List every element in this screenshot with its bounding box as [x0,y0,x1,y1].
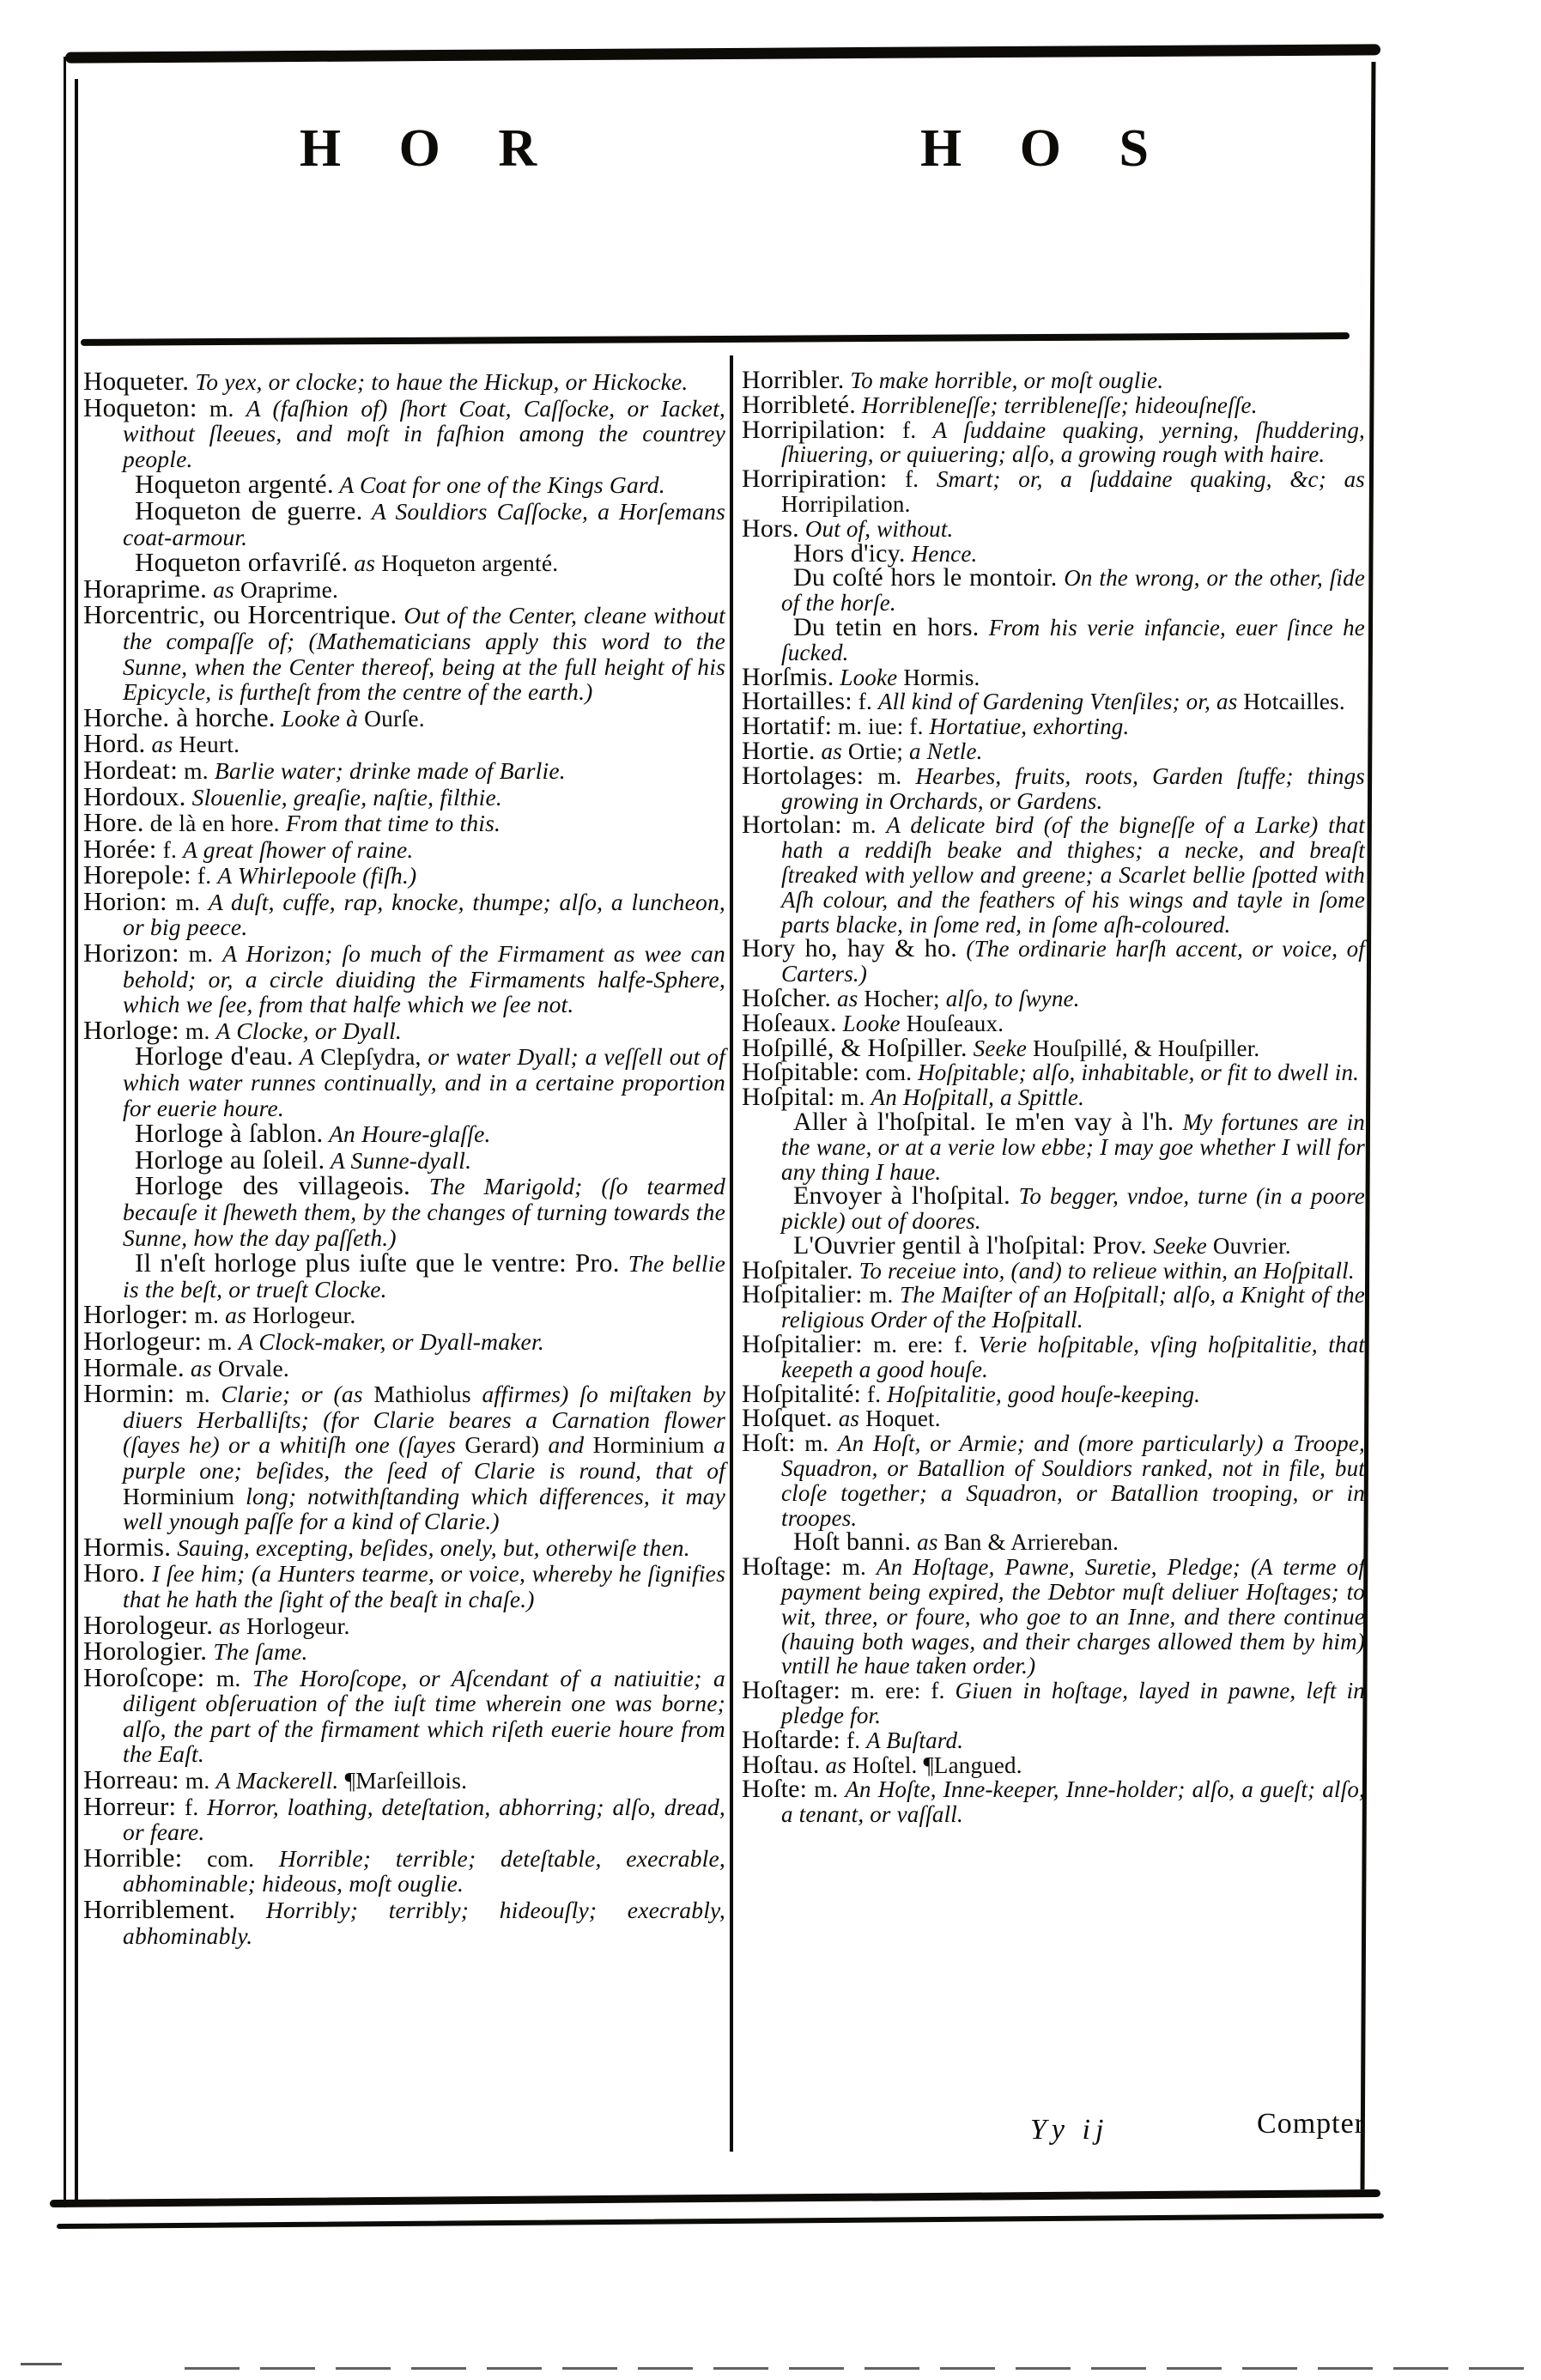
dictionary-subentry [83,1170,725,1251]
entry-headword: Horoſcope: [83,1661,205,1692]
entry-definition: as [348,549,382,577]
entry-headword: Hortolan: [742,811,842,840]
entry-roman-text: f. [887,466,937,493]
column-divider-rule [730,355,733,2152]
entry-headword: Hory ho, hay & ho. [742,934,957,963]
dictionary-entry [83,1557,725,1612]
entry-headword: Hortolages: [742,761,865,790]
entry-roman-text: Ouvrier. [1212,1232,1291,1259]
entry-headword: Horcentric, ou Horcentrique. [83,599,397,630]
entry-definition: My fortunes are in the wane, or at a verie low ebbe; I may goe whether I will for any thing I haue. [781,1108,1365,1185]
dictionary-entry [742,464,1365,517]
entry-definition: Hortatiue, exhorting. [929,713,1130,740]
entry-roman-text: f. [191,862,218,889]
dictionary-entry [83,1378,726,1535]
entry-roman-text: m. ere: f. [862,1332,979,1358]
entry-roman-text: Heurt. [179,731,240,758]
entry-roman-text: m. [204,1664,252,1691]
dictionary-entry [742,761,1365,814]
dictionary-subentry [742,538,1365,568]
dictionary-entry [83,859,725,890]
entry-headword: Horloger: [83,1299,189,1330]
entry-definition: Horrible; terrible; deteſtable, execrable, abhominable; hideous, moſt ouglie. [123,1844,725,1897]
entry-roman-text: Ourſe. [364,704,425,732]
entry-definition: The bellie is the beſt, or trueſt Clocke. [123,1250,725,1302]
dictionary-entry [742,1379,1365,1408]
dictionary-entry [83,1764,725,1795]
dictionary-subentry [742,1230,1365,1260]
entry-definition: Horribly; terribly; hideouſly; execrably, abhominably. [123,1897,725,1949]
entry-roman-text: Houſpillé, & Houſpiller. [1033,1035,1260,1061]
column-left [83,368,725,1948]
dictionary-entry [83,599,725,706]
entry-definition: A Souldiors Caſſocke, a Horſemans coat-armour. [123,497,726,550]
entry-headword: Hormis. [83,1531,172,1562]
entry-definition: An Hoſpitall, a Spittle. [871,1084,1085,1111]
entry-roman-text: com. [859,1059,919,1086]
entry-headword: Horloge à ſablon. [135,1118,324,1149]
entry-definition: To begger, vndoe, turne (in a poore pickle) out of doores. [781,1183,1365,1235]
entry-headword: Hors d'icy. [793,538,906,568]
entry-roman-text: Houſeaux. [906,1010,1004,1036]
dictionary-entry [742,689,1365,714]
entry-definition: A ſuddaine quaking, yerning, ſhuddering, ſhiuering, or quiuering; alſo, a growing rough with haire. [781,416,1365,468]
dictionary-entry [742,1330,1365,1382]
entry-headword: Hoſpillé, & Hoſpiller. [742,1033,968,1062]
entry-definition: A Buſtard. [866,1727,964,1753]
entry-roman-text: f. [840,1727,867,1753]
bleed-through-line [185,2367,1541,2370]
entry-headword: Horion: [83,885,167,916]
dictionary-entry [742,1033,1365,1062]
entry-headword: Hoſtage: [742,1552,832,1582]
entry-roman-text: Hoquet. [865,1406,941,1432]
entry-headword: Horreur: [83,1790,177,1821]
dictionary-entry [83,1790,725,1846]
entry-roman-text: Hormis. [903,664,980,690]
dictionary-subentry [83,495,726,550]
entry-roman-text: f. [861,1381,888,1407]
entry-definition: The Marigold; (ſo tearmed becauſe it ſheweth them, by the changes of turning towards the Sunne, how the day paſſeth.) [123,1173,725,1251]
entry-headword: Horlogeur: [83,1325,203,1356]
dictionary-subentry [742,1527,1365,1557]
entry-roman-text: m. [179,1767,216,1794]
entry-headword: Hoſpitalier: [742,1330,863,1359]
dictionary-entry [83,1014,725,1045]
entry-roman-text: ¶Marſeillois. [344,1767,468,1794]
dictionary-entry [742,662,1365,691]
entry-definition: as [213,1612,247,1639]
entry-definition: Slouenlie, greaſie, naſtie, filthie. [185,783,502,811]
entry-definition: On the wrong, or the other, ſide of the horſe. [781,565,1366,616]
entry-headword: Horreau: [83,1764,179,1795]
dictionary-entry [742,1406,1365,1431]
entry-definition: A duſt, cuffe, rap, knocke, thumpe; alſo, a luncheon, or big peece. [123,888,725,941]
entry-definition: Seeke [1153,1232,1213,1259]
entry-roman-text: Horminium [123,1482,235,1509]
entry-definition: as [831,985,865,1011]
entry-headword: Hoſpitalier: [742,1280,863,1309]
entry-headword: Horloge des villageois. [135,1170,410,1201]
entry-roman-text: Horlogeur. [246,1612,350,1639]
entry-headword: Hoqueton: [83,392,197,422]
dictionary-entry [742,1431,1365,1530]
entry-roman-text: m. [807,1776,846,1803]
entry-definition: as [832,1406,866,1432]
entry-definition: A Sunne-dyall. [325,1146,472,1174]
entry-roman-text: f. [176,1793,208,1820]
dictionary-subentry [83,1250,725,1302]
entry-definition: A Coat for one of the Kings Gard. [333,471,665,499]
dictionary-entry [83,1638,725,1665]
dictionary-entry [83,573,725,604]
page-border-top-rule [65,44,1380,63]
dictionary-entry [742,1777,1365,1827]
entry-roman-text: m. ere: f. [840,1678,956,1704]
header-divider-rule [81,332,1350,346]
entry-definition: From that time to this. [285,810,501,837]
entry-roman-text: m. [167,888,209,915]
dictionary-entry [742,1552,1365,1679]
dictionary-subentry [83,1043,725,1120]
entry-roman-text: Horripilation. [781,490,911,517]
dictionary-entry [742,390,1365,419]
dictionary-entry [83,392,725,472]
entry-headword: Hoſeaux. [742,1008,837,1037]
bleed-through-mark [21,2363,62,2365]
entry-definition: The Maiſter of an Hoſpitall; alſo, a Knight of the religious Order of the Hoſpitall. [781,1282,1365,1333]
entry-headword: Envoyer à l'hoſpital. [793,1181,1010,1211]
entry-definition: A [293,1043,321,1071]
entry-headword: Horologeur. [83,1609,214,1640]
entry-headword: Horloge au ſoleil. [135,1144,325,1175]
dictionary-entry [83,780,725,811]
entry-definition: Hoſpitalitie, good houſe-keeping. [887,1381,1201,1407]
dictionary-entry [742,1676,1365,1729]
entry-headword: Hoſtarde: [742,1725,841,1754]
entry-headword: Hore. [83,807,144,838]
entry-roman-text: Hoſtel. ¶Langued. [852,1752,1022,1778]
entry-roman-text: m. [834,1084,871,1111]
entry-definition: Seeke [967,1035,1034,1061]
entry-definition: Looke [836,1010,907,1036]
entry-definition: To yex, or clocke; to haue the Hickup, or Hickocke. [189,368,689,395]
dictionary-subentry [83,549,725,576]
entry-headword: Hortie. [742,736,816,765]
entry-headword: Hordeat: [83,754,179,785]
entry-definition: A Horizon; ſo much of the Firmament as wee can behold; or, a circle diuiding the Firmaments halfe-Sphere, which we ſee, from that halfe which we ſee not. [123,940,725,1018]
dictionary-entry [742,415,1365,468]
entry-definition: Hearbes, fruits, roots, Garden ſtuffe; things growing in Orchards, or Gardens. [781,762,1365,814]
dictionary-entry [742,1725,1365,1754]
entry-roman-text: m. [197,394,246,422]
dictionary-subentry [742,612,1365,665]
entry-definition: a purple one; beſides, the ſeed of Clarie is round, that of [123,1431,726,1484]
entry-definition: Barlie water; drinke made of Barlie. [214,756,566,784]
entry-definition: as [225,1302,253,1329]
entry-roman-text: Orvale. [217,1354,289,1381]
entry-definition: Giuen in hoſtage, layed in pawne, left in pledge for. [781,1678,1365,1729]
entry-headword: Hord. [83,728,146,759]
entry-definition: I ſee him; (a Hunters tearme, or voice, whereby he ſignifies that he hath the ſight of the beaſt in chaſe.) [123,1560,725,1612]
entry-definition: or water Dyall; a veſſell out of which water runnes continually, and in a certaine proportion for euerie houre. [123,1043,725,1121]
entry-definition: A Mackerell. [215,1767,345,1794]
entry-headword: Hoqueter. [83,366,190,396]
entry-headword: Horriblement. [83,1894,236,1925]
entry-definition: a Netle. [903,738,983,764]
entry-definition: Sauing, excepting, beſides, onely, but, otherwiſe then. [171,1533,690,1561]
entry-definition: The Horoſcope, or Aſcendant of a natiuitie; a diligent obſeruation of the iuſt time wherein one was borne; alſo, the part of the firmament which riſeth euerie houre from the Eaſt. [123,1664,725,1768]
entry-headword: Horribler. [742,366,845,394]
entry-headword: Hoſt banni. [793,1527,912,1557]
entry-headword: Hordoux. [83,780,186,811]
entry-headword: Horripiration: [742,464,888,494]
dictionary-entry [83,1325,725,1356]
entry-definition: (The ordinarie harſh accent, or voice, of Carters.) [781,936,1365,987]
entry-roman-text: Hotcailles. [1243,689,1345,715]
entry-headword: Hoſtager: [742,1676,841,1705]
entry-definition: A Clock-maker, or Dyall-maker. [238,1327,544,1355]
dictionary-subentry [742,1181,1365,1235]
entry-definition: An Hoſte, Inne-keeper, Inne-holder; alſo, a gueſt; alſo, a tenant, or vaſſall. [781,1776,1365,1828]
dictionary-subentry [742,1107,1365,1185]
entry-headword: Hormale. [83,1351,185,1382]
entry-headword: Aller à l'hoſpital. Ie m'en vay à l'h. [793,1107,1174,1136]
entry-headword: Hoſtau. [742,1750,820,1779]
dictionary-entry [742,1085,1365,1110]
entry-roman-text: m. [188,1302,226,1329]
dictionary-entry [742,1060,1365,1085]
entry-definition: Horribleneſſe; terribleneſſe; hideouſneſſe. [855,392,1258,418]
dictionary-entry [742,1255,1365,1284]
entry-roman-text: m. [862,1282,900,1308]
dictionary-entry [742,813,1365,937]
entry-headword: Horche. à horche. [83,701,276,732]
dictionary-entry [83,368,725,395]
entry-definition: The ſame. [207,1638,308,1666]
signature-mark: Yy ij [1030,2114,1109,2146]
dictionary-entry [83,885,725,941]
dictionary-entry [83,833,725,864]
page-border-bottom-rule-upper [50,2189,1380,2207]
entry-definition: alſo, to ſwyne. [939,985,1080,1011]
entry-definition: and [539,1431,593,1459]
entry-roman-text: f. [852,689,878,715]
entry-roman-text: f. [885,416,933,443]
entry-roman-text: com. [182,1844,279,1872]
entry-roman-text: Mathiolus [373,1381,471,1408]
entry-headword: Du tetin en hors. [793,612,980,641]
dictionary-entry [83,728,725,759]
column-right [742,368,1365,1827]
entry-headword: Horſmis. [742,662,834,691]
dictionary-subentry [83,471,725,498]
entry-roman-text: f. [156,835,184,863]
entry-roman-text: de là en hore. [143,810,286,837]
dictionary-entry [742,983,1365,1012]
entry-definition: as [207,575,241,603]
entry-headword: Hoſpitaler. [742,1255,853,1284]
dictionary-entry [83,754,725,785]
entry-definition: Looke [834,664,904,690]
entry-definition: To receiue into, (and) to relieue within, an Hoſpitall. [852,1257,1355,1284]
entry-headword: Hoſpitalité: [742,1379,862,1408]
entry-headword: Horaprime. [83,573,208,604]
entry-definition: as [815,738,848,764]
dictionary-entry [83,1299,725,1330]
dictionary-entry [742,736,1365,765]
dictionary-entry [83,807,725,838]
entry-headword: Du coſté hors le montoir. [793,563,1058,592]
catchword: Compter [1257,2108,1365,2140]
entry-definition: Smart; or, a ſuddaine quaking, &c; as [936,466,1365,493]
entry-definition: Out of the Center, cleane without the compaſſe of; (Mathematicians apply this word to the Sunne, when the Center thereof, being at the full height of his Epicycle, is furtheſt from the centre of the earth.) [123,602,725,706]
entry-definition: as [184,1354,218,1381]
entry-definition: Clarie; or (as [221,1381,374,1408]
dictionary-subentry [83,1144,725,1175]
entry-roman-text: Horlogeur. [252,1302,356,1329]
entry-definition: A great ſhower of raine. [183,835,414,863]
entry-headword: Hortailles: [742,687,852,716]
entry-headword: Hoſpitable: [742,1058,860,1087]
entry-roman-text: Hoqueton argenté. [381,549,559,577]
dictionary-entry [742,714,1365,739]
entry-roman-text: Gerard) [464,1431,540,1459]
entry-headword: Hortatif: [742,712,833,741]
entry-headword: Hoſquet. [742,1404,833,1433]
dictionary-entry [83,1609,725,1640]
dictionary-subentry [742,563,1366,616]
dictionary-entry [742,1280,1365,1333]
dictionary-entry [83,1894,725,1949]
entry-definition: Looke à [275,704,365,732]
entry-definition: All kind of Gardening Vtenſiles; or, as [877,689,1244,715]
entry-headword: Horripilation: [742,415,886,444]
entry-definition: Hoſpitable; alſo, inhabitable, or fit to dwell in. [918,1059,1360,1086]
entry-roman-text: m. [864,762,916,789]
dictionary-entry [742,1750,1365,1779]
page-border-left-inner [75,79,78,2207]
entry-definition: as [911,1529,944,1556]
entry-definition: To make horrible, or moſt ouglie. [844,367,1164,393]
entry-headword: Hors. [742,513,799,543]
entry-definition: A Clocke, or Dyall. [215,1017,402,1044]
dictionary-entry [83,1842,725,1897]
entry-headword: Hoqueton de guerre. [135,495,363,525]
entry-roman-text: m. [174,1381,221,1408]
entry-definition: An Hoſtage, Pawne, Suretie, Pledge; (A terme of payment being expired, the Debtor muſt deliuer Hoſtages; to wit, three, or foure, who goe to an Inne, and there continue (hauing both wages, and their charges allowed them by him) vntill he haue taken order.) [781,1554,1365,1679]
dictionary-entry [742,934,1365,987]
page-border-left-outer [64,57,66,2207]
dictionary-entry [83,1661,725,1768]
running-head-hos: H O S [920,119,1171,178]
entry-headword: Horepole: [83,859,191,890]
entry-headword: Horo. [83,1557,146,1588]
entry-roman-text: Ban & Arriereban. [943,1529,1119,1556]
dictionary-entry [742,368,1365,393]
entry-definition: Horror, loathing, deteſtation, abhorring; alſo, dread, or feare. [123,1793,725,1846]
entry-headword: Horrible: [83,1842,183,1873]
entry-headword: Horloge d'eau. [135,1041,294,1072]
entry-roman-text: Clepſydra, [320,1043,422,1071]
dictionary-entry [83,1531,725,1562]
entry-headword: Hoqueton argenté. [135,469,334,500]
entry-headword: Hoqueton orfavriſé. [135,547,349,578]
dictionary-entry [742,1008,1365,1037]
entry-roman-text: Hocher; [864,985,940,1011]
entry-definition: A Whirlepoole (fiſh.) [217,862,417,889]
running-head-hor: H O R [299,119,560,178]
dictionary-subentry [83,1120,725,1147]
entry-definition: Hence. [905,540,978,567]
dictionary-entry [83,1351,725,1382]
entry-definition: From his verie infancie, euer ſince he ſucked. [781,614,1365,665]
entry-headword: Hoſt: [742,1429,796,1458]
entry-headword: Hoſpital: [742,1083,835,1112]
entry-definition: An Hoſt, or Armie; and (more particularly) a Troope, Squadron, or Batallion of Souldiors ranked, not in file, but cloſe together; a Squadron, or Batallion trooping, or in troopes. [781,1430,1365,1531]
entry-headword: Horologier. [83,1636,208,1667]
entry-roman-text: m. iue: f. [832,713,930,740]
entry-roman-text: m. [179,1017,216,1044]
entry-roman-text: m. [178,756,215,784]
entry-roman-text: m. [202,1327,239,1355]
entry-roman-text: Oraprime. [240,575,339,603]
entry-headword: Hormin: [83,1378,175,1409]
entry-definition: An Houre-glaſſe. [323,1120,491,1148]
entry-headword: Il n'eſt horloge plus iuſte que le ventre: Pro. [135,1248,628,1278]
entry-headword: Hoſcher. [742,983,832,1012]
page-border-bottom-rule-lower [57,2213,1384,2229]
entry-definition: affirmes) ſo miſtaken by diuers Herballiſts; (for Clarie beares a Carnation flower (ſayes he) or a whitiſh one (ſayes [123,1381,726,1459]
entry-definition: A (faſhion of) ſhort Coat, Caſſocke, or Iacket, without ſleeues, and moſt in faſhion among the countrey people. [123,394,725,472]
entry-headword: Horizon: [83,938,179,968]
entry-headword: L'Ouvrier gentil à l'hoſpital: Prov. [793,1230,1154,1260]
entry-roman-text: Ortie; [847,738,904,764]
entry-definition: as [145,731,179,758]
entry-roman-text: Horminium [592,1431,705,1459]
entry-headword: Horée: [83,833,157,864]
dictionary-entry [742,513,1365,543]
entry-definition: Verie hoſpitable, vſing hoſpitalitie, that keepeth a good houſe. [781,1332,1365,1382]
entry-headword: Hoſte: [742,1775,808,1804]
entry-definition: as [819,1752,852,1778]
entry-definition: A delicate bird (of the bigneſſe of a Larke) that hath a reddiſh beake and thighes; a necke, and breaſt ſtreaked with yellow and greene; a Scarlet bellie ſpotted with Aſh colour, and the feathers of his wings and tayle in ſome parts blacke, in ſome red, in ſome aſh-coloured. [781,812,1365,938]
entry-definition: long; notwithſtanding which differences, it may well ynough paſſe for a kind of Clarie.) [123,1482,725,1535]
dictionary-entry [83,940,725,1017]
entry-roman-text: m. [795,1430,838,1457]
entry-headword: Horloge: [83,1014,179,1045]
entry-headword: Horribleté. [742,390,856,419]
entry-definition: Out of, without. [798,515,954,542]
entry-roman-text: m. [841,812,887,839]
dictionary-entry [83,701,725,732]
entry-roman-text: m. [831,1554,877,1581]
entry-roman-text: m. [179,940,223,968]
